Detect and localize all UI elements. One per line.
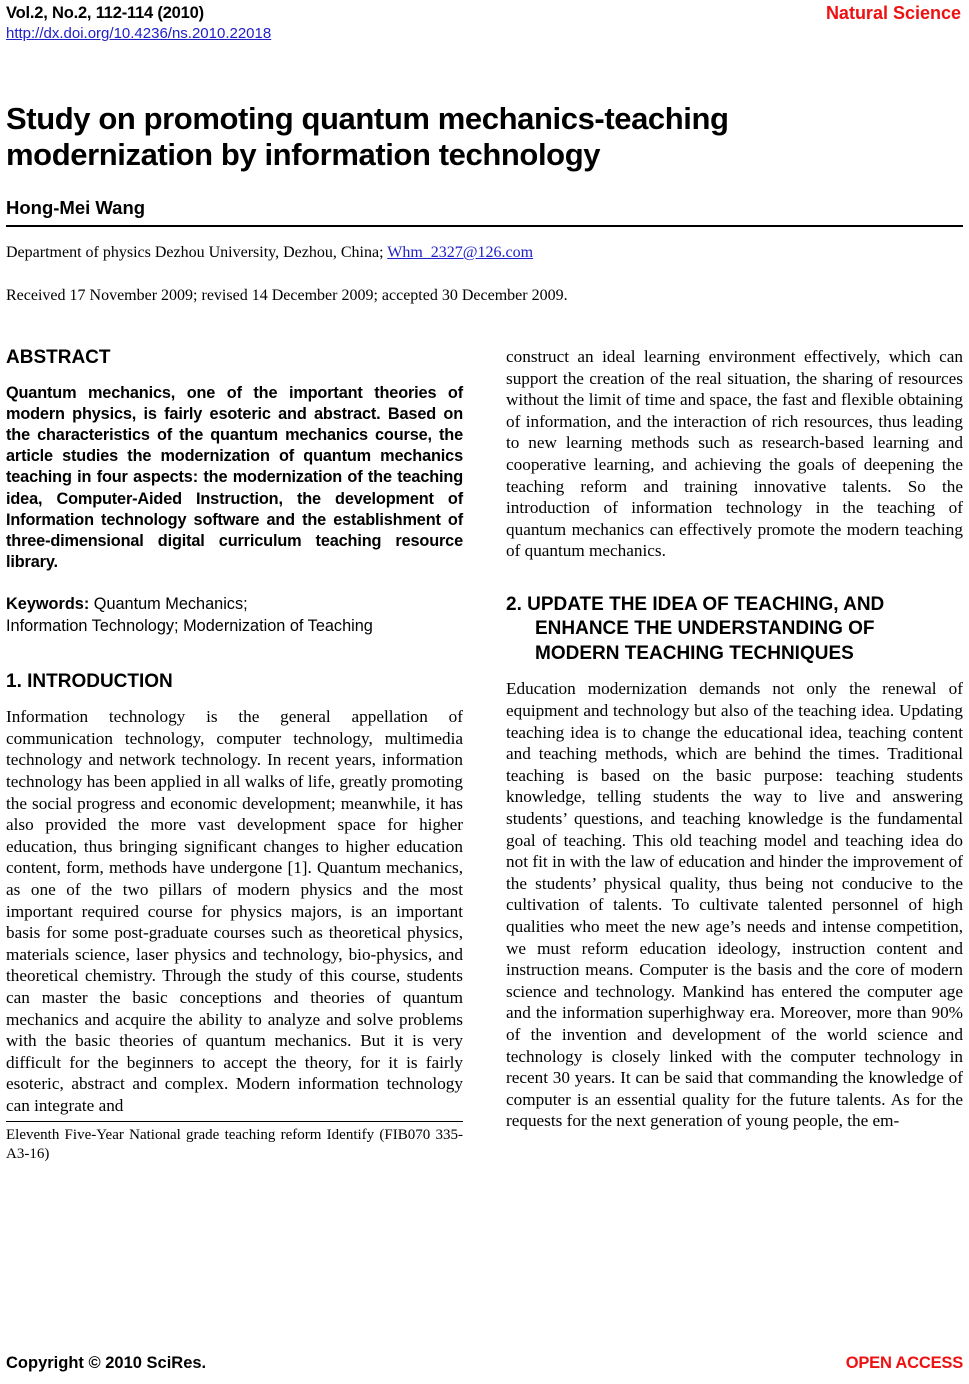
affiliation-text: Department of physics Dezhou University, Dezhou, China; (6, 244, 388, 261)
doi-link[interactable]: http://dx.doi.org/10.4236/ns.2010.22018 (6, 25, 272, 42)
volume-issue-pages: Vol.2, No.2, 112-114 (2010) (6, 4, 204, 22)
keywords-line-1: Quantum Mechanics; (89, 595, 248, 614)
left-column (6, 346, 463, 1164)
copyright-notice: Copyright © 2010 SciRes. (6, 1354, 207, 1372)
open-access-badge: OPEN ACCESS (845, 1354, 963, 1372)
running-head-left (6, 4, 271, 43)
right-column (506, 346, 963, 1132)
update-idea-paragraph: Education modernization demands not only the renewal of equipment and technology but also of the teaching idea. Updating teaching idea is to change the educational idea, teaching content and teaching methods, which are behind the times. Traditional teaching is based on the basic purpose: teaching students knowledge, telling students the way to live and answering students’ questions, and teaching knowledge is the fundamental goal of teaching. This old teaching model and teaching idea do not fit in with the law of education and hinder the improvement of the students’ physical quality, thus being not conducive to the cultivation of talents. To cultivate talented personnel of high qualities who meet the new age’s needs and intense competition, we must reform education ideology, instruction content and instruction means. Computer is the basis and the core of modern science and technology. Mankind has entered the computer age and the information superhighway era. Moreover, more than 90% of the invention and development of the world science and technology is closely linked with the computer technology in recent 30 years. It can be said that commanding the knowledge of computer is an essential quality for the future talents. As for the requests for the next generation of young people, the em- (506, 679, 963, 1131)
author-divider (6, 225, 963, 227)
page-title: Study on promoting quantum mechanics-teaching modernization by information technology (6, 101, 729, 172)
abstract-heading: ABSTRACT (6, 347, 111, 368)
page-footer (6, 1353, 963, 1373)
abstract-text: Quantum mechanics, one of the important theories of modern physics, is fairly esoteric and abstract. Based on the characteristics of the quantum mechanics course, the article studies the modernization of quantum mechanics teaching in four aspects: the modernization of the teaching idea, Computer-Aided Instruction, the development of Information technology software and the establishment of three-dimensional digital curriculum teaching resource library. (6, 383, 463, 572)
received-dates: Received 17 November 2009; revised 14 December 2009; accepted 30 December 2009. (6, 287, 568, 304)
keywords-block (6, 594, 463, 636)
section-update-idea (506, 593, 963, 1132)
introduction-paragraph-continued: construct an ideal learning environment effectively, which can support the creation of the real situation, the sharing of resources without the limit of time and space, the fast and flexible obtaining of information, and the interaction of rich resources, thus leading to new learning methods such as research-based learning and cooperative learning, and achieving the goals of deepening the teaching reform and training innovative talents. So the introduction of information technology in the teaching of quantum mechanics can effectively promote the modern teaching of quantum mechanics. (506, 347, 963, 561)
introduction-paragraph: Information technology is the general appellation of communication technology, computer technology, multimedia technology and network technology. In recent years, information technology has been applied in all walks of life, greatly promoting the social progress and economic development; meanwhile, it has also provided the more vast development space for higher education, thus bringing significant changes to higher education content, form, methods have undergone [1]. Quantum mechanics, as one of the two pillars of modern physics and the most important required course for physics majors, is an important basis for some post-graduate courses such as theoretical physics, materials science, laser physics and technology, bio-physics, and theoretical chemistry. Through the study of this course, students can master the basic conceptions and theories of quantum mechanics and acquire the ability to analyze and solve problems with the basic theories of quantum mechanics. But it is very difficult for the beginners to accept the theory, for it is fairly esoteric, abstract and complex. Modern information technology can integrate and (6, 707, 463, 1115)
footnote-divider (6, 1121, 463, 1122)
two-column-body (6, 346, 963, 1164)
section-introduction (6, 670, 463, 1117)
keywords-label: Keywords: (6, 595, 90, 614)
author-email-link[interactable]: Whm_2327@126.com (387, 244, 534, 261)
introduction-heading: 1. INTRODUCTION (6, 670, 173, 692)
journal-title: Natural Science (825, 3, 961, 23)
running-head (6, 0, 963, 43)
update-idea-heading: 2. UPDATE THE IDEA OF TEACHING, AND ENHANCE THE UNDERSTANDING OF MODERN TEACHING TECHNIQUES (506, 593, 885, 664)
affiliation (6, 243, 963, 263)
footnote-text: Eleventh Five-Year National grade teaching reform Identify (FIB070 335-A3-16) (6, 1126, 463, 1162)
author-name: Hong-Mei Wang (6, 197, 146, 218)
footnote-block (6, 1121, 463, 1164)
keywords-line-2: Information Technology; Modernization of Teaching (6, 616, 373, 635)
